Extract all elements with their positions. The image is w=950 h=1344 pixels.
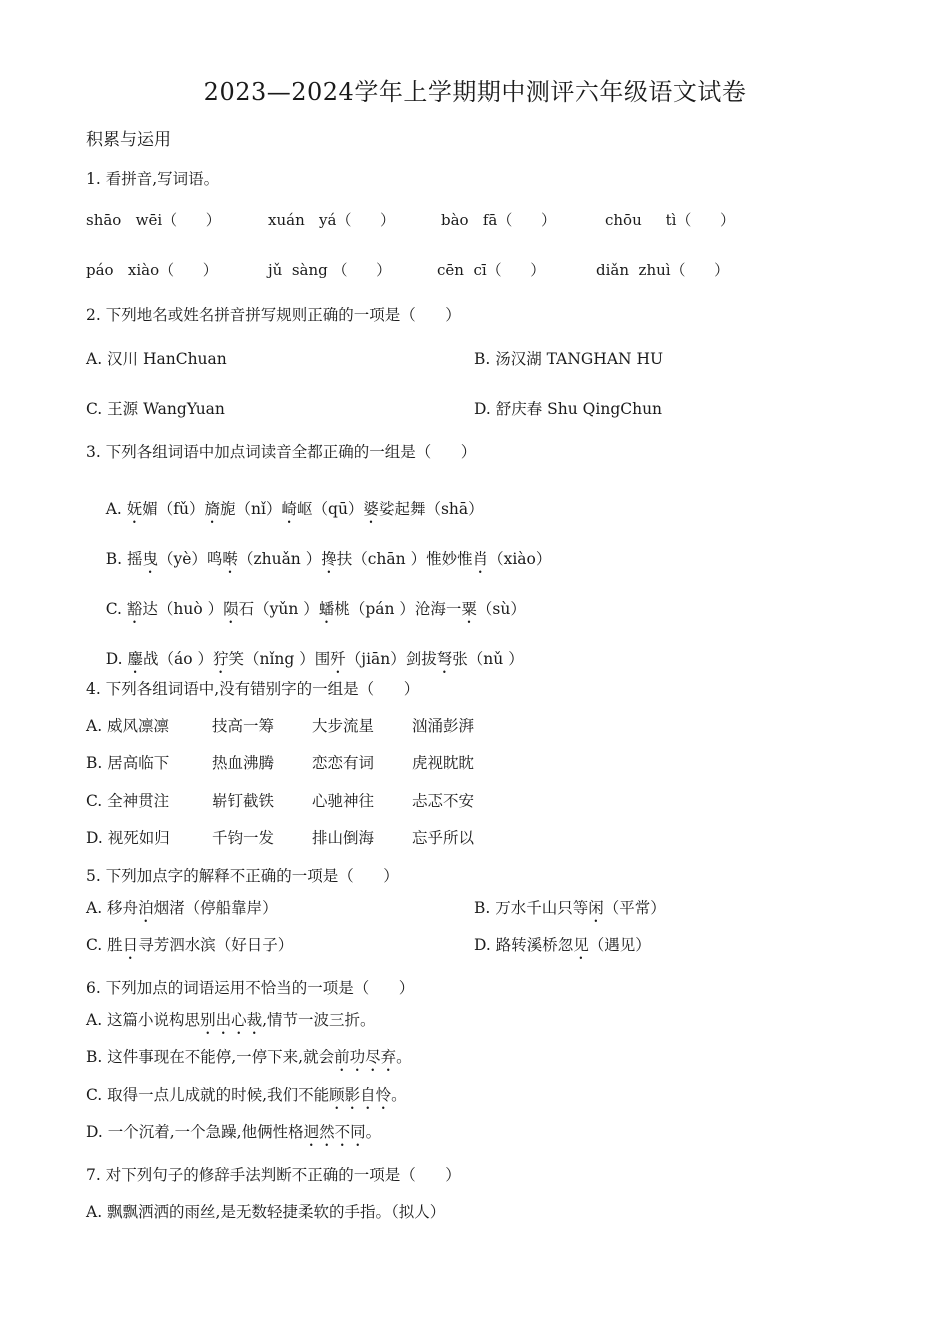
q1-pinyin-5: páo xiào（ ） bbox=[86, 261, 218, 279]
q1-stem: 1. 看拼音,写词语。 bbox=[86, 170, 220, 188]
q1-pinyin-4: chōu tì（ ） bbox=[605, 211, 736, 229]
q2-option-c: C. 王源 WangYuan bbox=[86, 400, 225, 418]
q1-pinyin-8: diǎn zhuì（ ） bbox=[596, 261, 730, 279]
q3-option-b: B. 摇曳（yè）鸣啭（zhuǎn ）搀扶（chān ）惟妙惟肖（xiào） bbox=[105, 550, 552, 568]
q2-option-a: A. 汉川 HanChuan bbox=[86, 350, 227, 368]
q6-option-c: C. 取得一点儿成就的时候,我们不能顾影自怜。 bbox=[86, 1086, 407, 1104]
q2-stem: 2. 下列地名或姓名拼音拼写规则正确的一项是（ ） bbox=[86, 306, 461, 324]
q2-option-b: B. 汤汉湖 TANGHAN HU bbox=[474, 350, 664, 368]
q5-option-b: B. 万水千山只等闲（平常） bbox=[474, 899, 666, 917]
q5-option-c: C. 胜日寻芳泗水滨（好日子） bbox=[86, 936, 294, 954]
q1-pinyin-2: xuán yá（ ） bbox=[268, 211, 396, 229]
exam-title: 2023—2024学年上学期期中测评六年级语文试卷 bbox=[203, 78, 747, 106]
q7-stem: 7. 对下列句子的修辞手法判断不正确的一项是（ ） bbox=[86, 1166, 461, 1184]
q6-option-a: A. 这篇小说构思别出心裁,情节一波三折。 bbox=[86, 1011, 376, 1029]
q7-option-a: A. 飘飘洒洒的雨丝,是无数轻捷柔软的手指。（拟人） bbox=[86, 1203, 446, 1221]
q3-stem: 3. 下列各组词语中加点词读音全都正确的一组是（ ） bbox=[86, 443, 477, 461]
q2-option-d: D. 舒庆春 Shu QingChun bbox=[474, 400, 663, 418]
q4-option-a: A. 威风凛凛 技高一筹 大步流星 汹涌彭湃 bbox=[86, 717, 475, 735]
q3-option-a: A. 妩媚（fǔ）旖旎（nǐ）崎岖（qū）婆娑起舞（shā） bbox=[105, 500, 484, 518]
q5-option-a: A. 移舟泊烟渚（停船靠岸） bbox=[86, 899, 278, 917]
q6-option-d: D. 一个沉着,一个急躁,他俩性格迥然不同。 bbox=[86, 1123, 382, 1141]
section-heading: 积累与运用 bbox=[86, 130, 171, 150]
q6-option-b: B. 这件事现在不能停,一停下来,就会前功尽弃。 bbox=[86, 1048, 412, 1066]
q1-pinyin-3: bào fā（ ） bbox=[441, 211, 556, 229]
q5-option-d: D. 路转溪桥忽见（遇见） bbox=[474, 936, 651, 954]
q3-option-c: C. 豁达（huò ）陨石（yǔn ）蟠桃（pán ）沧海一粟（sù） bbox=[105, 600, 526, 618]
q5-stem: 5. 下列加点字的解释不正确的一项是（ ） bbox=[86, 867, 399, 885]
q4-option-d: D. 视死如归 千钧一发 排山倒海 忘乎所以 bbox=[86, 829, 475, 847]
q1-pinyin-6: jǔ sàng （ ） bbox=[268, 261, 392, 279]
q3-option-d: D. 鏖战（áo ）狞笑（nǐng ）围歼（jiān）剑拔弩张（nǔ ） bbox=[105, 650, 524, 668]
q4-option-c: C. 全神贯注 崭钉截铁 心驰神往 忐忑不安 bbox=[86, 792, 475, 810]
q1-pinyin-7: cēn cī（ ） bbox=[437, 261, 546, 279]
q6-stem: 6. 下列加点的词语运用不恰当的一项是（ ） bbox=[86, 979, 415, 997]
q1-pinyin-1: shāo wēi（ ） bbox=[86, 211, 221, 229]
q4-stem: 4. 下列各组词语中,没有错别字的一组是（ ） bbox=[86, 680, 420, 698]
q4-option-b: B. 居高临下 热血沸腾 恋恋有词 虎视眈眈 bbox=[86, 754, 475, 772]
